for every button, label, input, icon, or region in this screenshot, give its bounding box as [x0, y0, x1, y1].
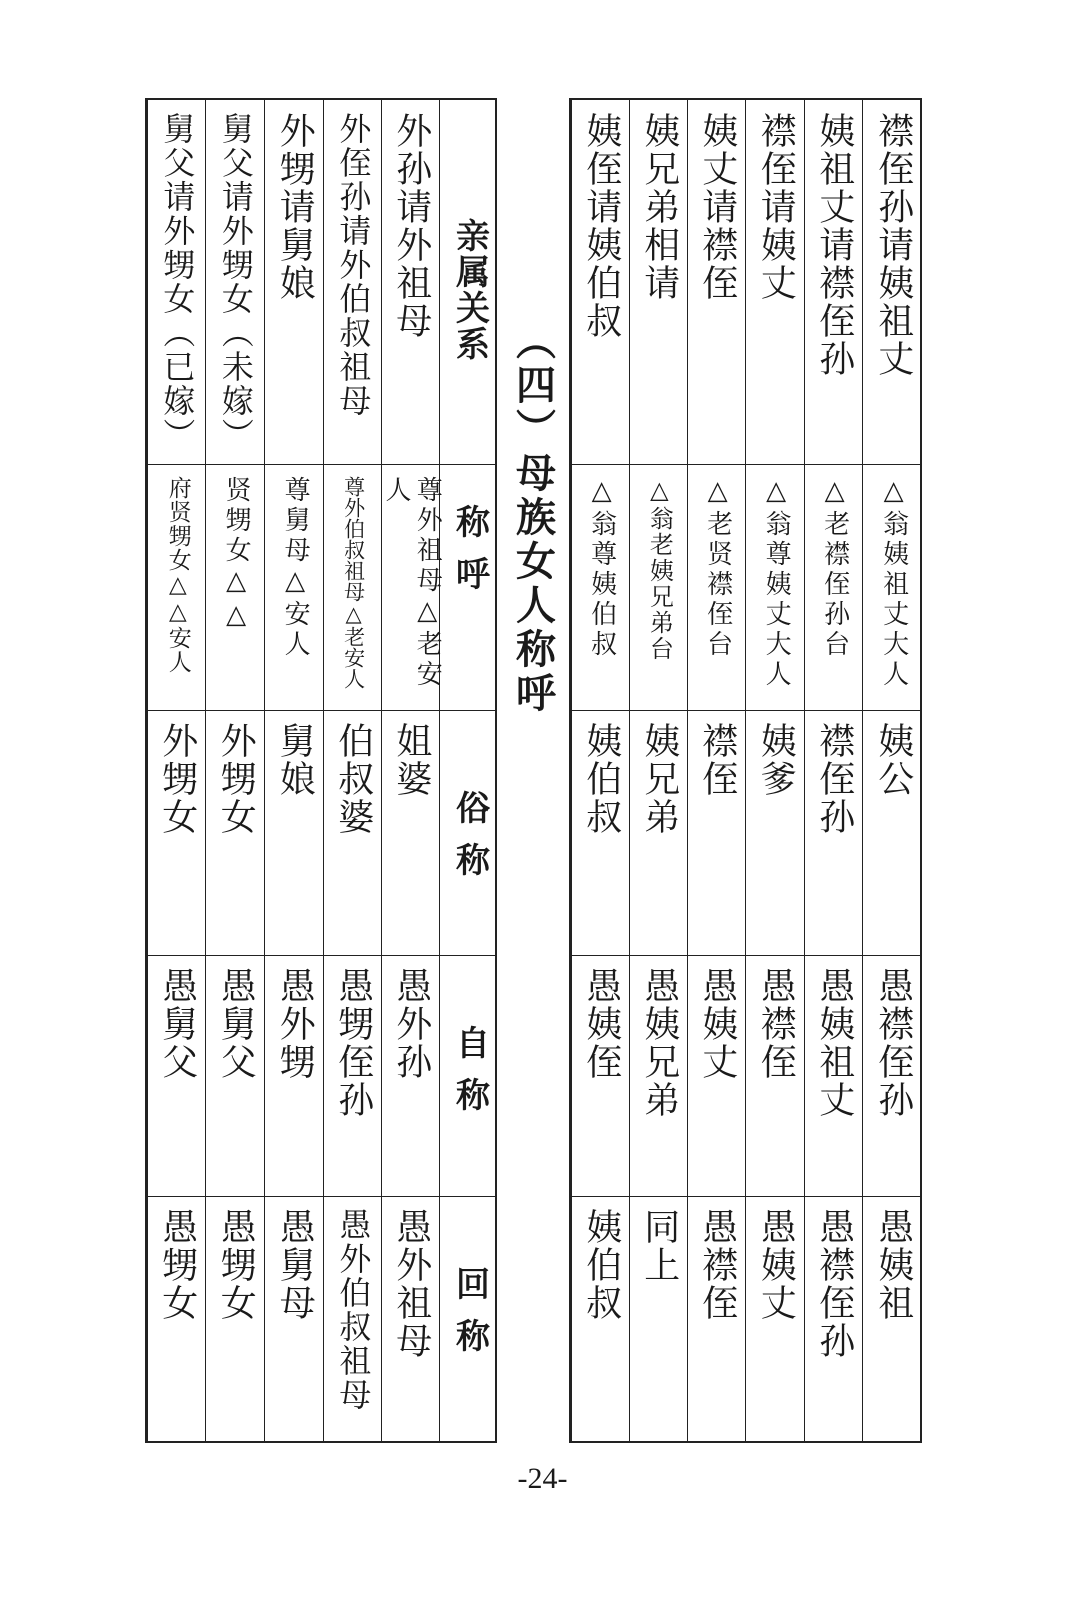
self-cell: 愚姨祖丈: [813, 967, 855, 1119]
right-row: [629, 100, 688, 1441]
address-cell: 尊舅母△安人: [280, 476, 311, 660]
self-cell: 愚襟侄孙: [872, 967, 914, 1119]
address-cell: △翁尊姨丈大人: [761, 476, 792, 690]
relation-cell: 姨兄弟相请: [638, 112, 680, 302]
left-row: [264, 100, 324, 1441]
self-cell: 愚姨侄: [580, 967, 622, 1081]
relation-cell: 外孙请外祖母: [390, 112, 432, 340]
left-row: [323, 100, 382, 1441]
header-reply: 回称: [449, 1266, 490, 1370]
reply-cell: 愚甥女: [156, 1208, 198, 1322]
self-cell: 愚舅父: [156, 967, 198, 1081]
right-row: [862, 100, 923, 1441]
address-cell: △翁姨祖丈大人: [878, 476, 909, 690]
right-row: [804, 100, 863, 1441]
self-cell: 愚外孙: [390, 967, 432, 1081]
address-cell: △老襟侄孙台: [819, 476, 850, 660]
address-cell: 府贤甥女△△安人: [164, 476, 191, 674]
section-title: （四）母族女人称呼: [509, 320, 557, 716]
header-address: 称呼: [449, 504, 490, 608]
reply-cell: 愚舅母: [274, 1208, 316, 1322]
reply-cell: 愚姨祖: [872, 1208, 914, 1322]
header-common: 俗称: [449, 790, 490, 894]
right-row: [687, 100, 746, 1441]
relation-cell: 舅父请外甥女（未嫁）: [216, 112, 255, 452]
header-relation: 亲属关系: [449, 218, 490, 362]
self-cell: 愚襟侄: [755, 967, 797, 1081]
relation-cell: 襟侄孙请姨祖丈: [872, 112, 914, 378]
common-cell: 姨伯叔: [580, 722, 622, 836]
address-cell: 尊外祖母△老安人: [381, 476, 443, 690]
common-cell: 舅娘: [274, 722, 316, 798]
relation-cell: 外甥请舅娘: [274, 112, 316, 302]
right-row: [571, 100, 630, 1441]
reply-cell: 愚襟侄: [696, 1208, 738, 1322]
right-row: [745, 100, 805, 1441]
reply-cell: 同上: [638, 1208, 680, 1284]
left-row: [381, 100, 443, 1441]
page-number: -24-: [517, 1462, 568, 1495]
header-self: 自称: [449, 1025, 490, 1129]
self-cell: 愚姨丈: [696, 967, 738, 1081]
common-cell: 外甥女: [156, 722, 198, 836]
common-cell: 姐婆: [390, 722, 432, 798]
reply-cell: 姨伯叔: [580, 1208, 622, 1322]
relation-cell: 姨侄请姨伯叔: [580, 112, 622, 340]
common-cell: 姨爹: [755, 722, 797, 798]
common-cell: 伯叔婆: [332, 722, 374, 836]
common-cell: 姨兄弟: [638, 722, 680, 836]
reply-cell: 愚外伯叔祖母: [334, 1208, 373, 1412]
self-cell: 愚姨兄弟: [638, 967, 680, 1119]
left-header-column: [439, 100, 498, 1441]
left-table: [145, 98, 497, 1443]
relation-cell: 襟侄请姨丈: [755, 112, 797, 302]
address-cell: △老贤襟侄台: [702, 476, 733, 660]
self-cell: 愚舅父: [215, 967, 257, 1081]
left-row: [147, 100, 206, 1441]
right-table: [569, 98, 922, 1443]
common-cell: 襟侄孙: [813, 722, 855, 836]
relation-cell: 外侄孙请外伯叔祖母: [334, 112, 373, 418]
address-cell: 尊外伯叔祖母△老安人: [341, 476, 366, 689]
reply-cell: 愚姨丈: [755, 1208, 797, 1322]
self-cell: 愚外甥: [274, 967, 316, 1081]
left-row: [205, 100, 265, 1441]
common-cell: 外甥女: [215, 722, 257, 836]
relation-cell: 姨丈请襟侄: [696, 112, 738, 302]
common-cell: 襟侄: [696, 722, 738, 798]
reply-cell: 愚外祖母: [390, 1208, 432, 1360]
address-cell: 贤甥女△△: [221, 476, 252, 634]
relation-cell: 舅父请外甥女（已嫁）: [158, 112, 197, 452]
address-cell: △翁尊姨伯叔: [586, 476, 617, 660]
self-cell: 愚甥侄孙: [332, 967, 374, 1119]
reply-cell: 愚甥女: [215, 1208, 257, 1322]
reply-cell: 愚襟侄孙: [813, 1208, 855, 1360]
address-cell: △翁老姨兄弟台: [645, 476, 674, 662]
relation-cell: 姨祖丈请襟侄孙: [813, 112, 855, 378]
common-cell: 姨公: [872, 722, 914, 798]
